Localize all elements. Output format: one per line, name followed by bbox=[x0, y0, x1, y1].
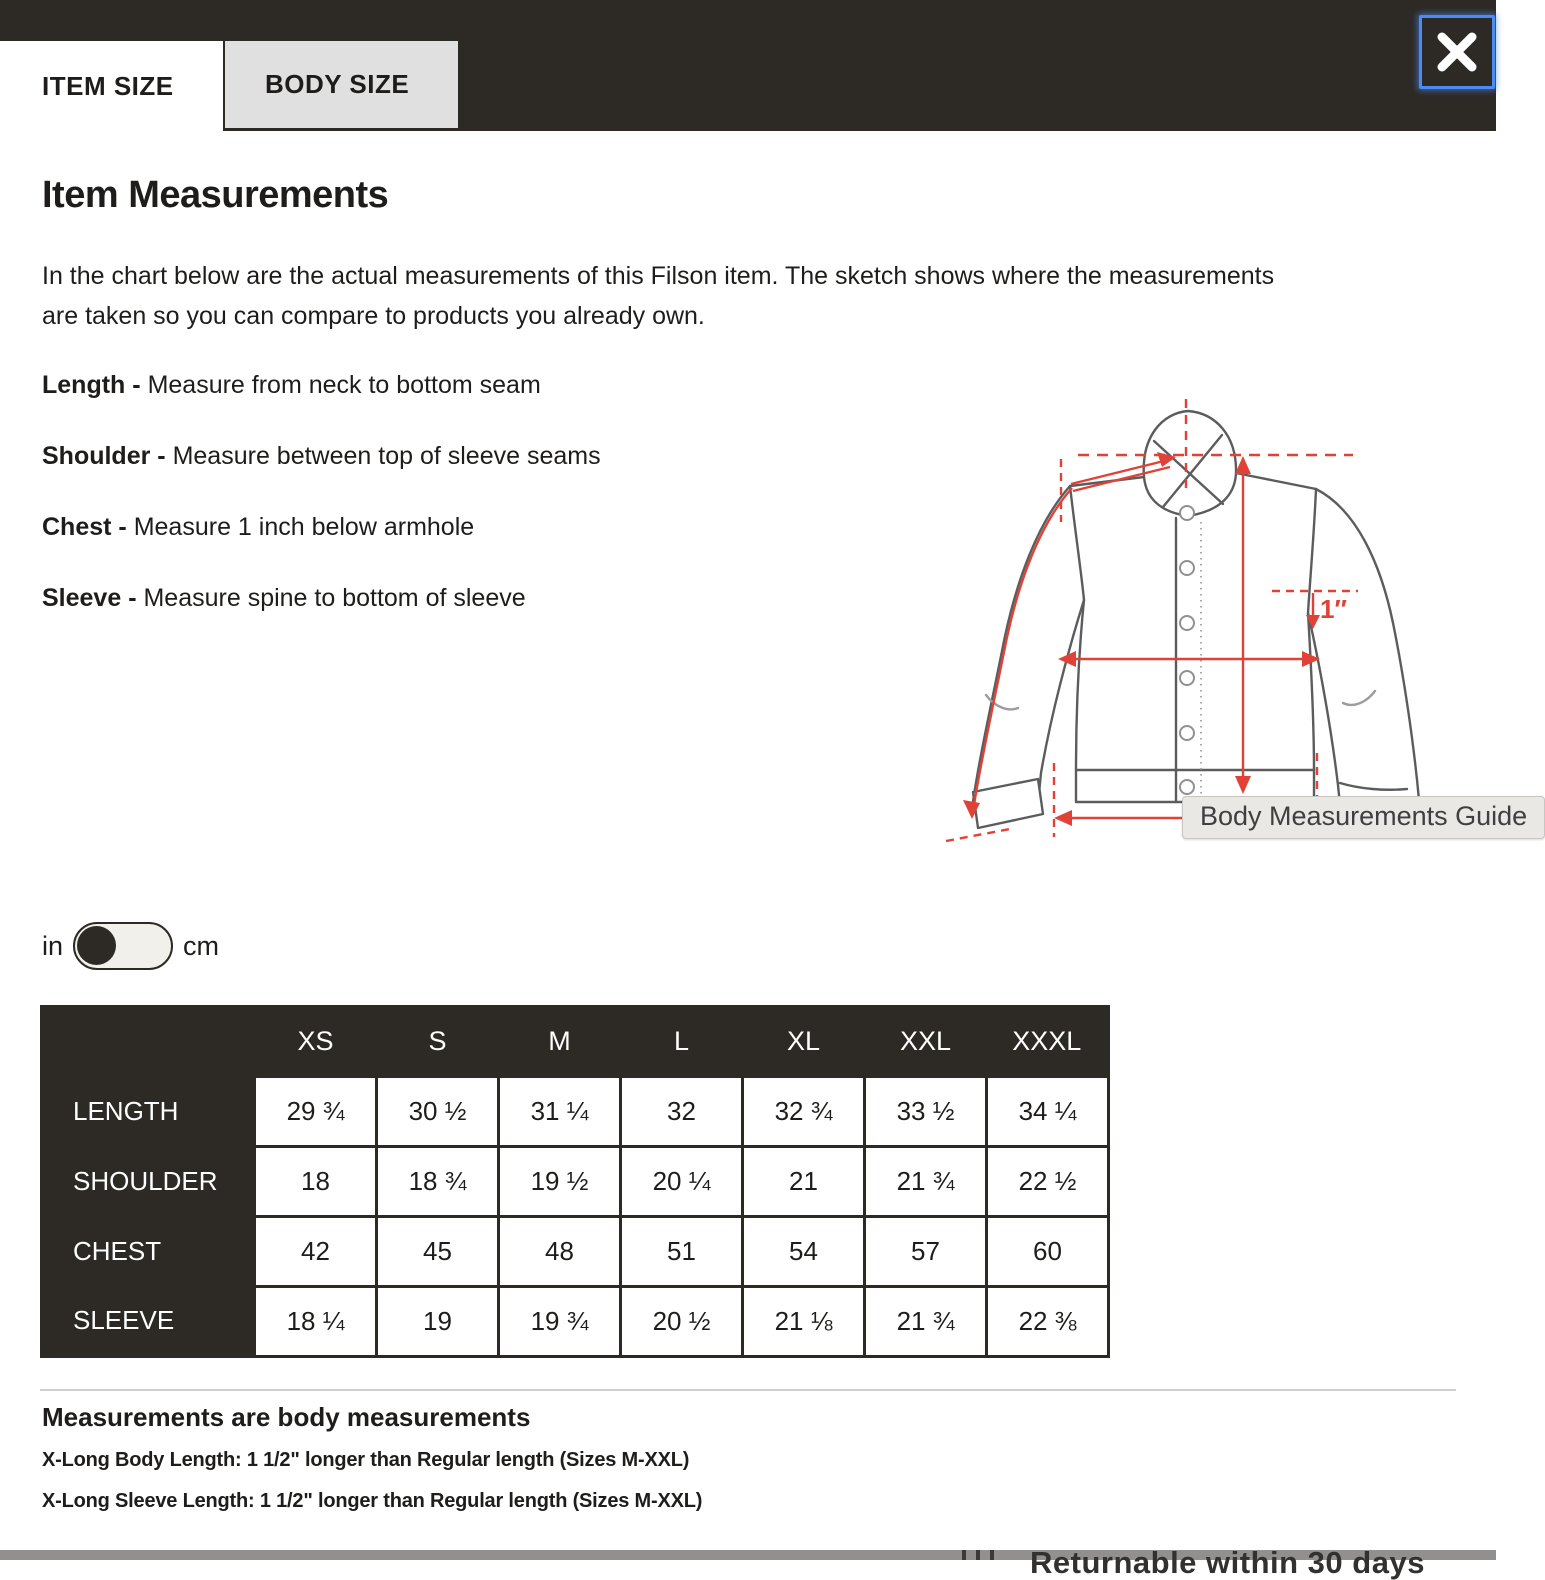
clipped-icon-marks bbox=[976, 1550, 980, 1560]
size-cell: 51 bbox=[621, 1217, 743, 1287]
x-icon bbox=[1434, 29, 1480, 75]
size-cell: 33 ½ bbox=[865, 1077, 987, 1147]
definition-term: Sleeve bbox=[42, 584, 122, 612]
size-cell: 21 bbox=[743, 1147, 865, 1217]
close-button[interactable] bbox=[1419, 15, 1495, 89]
size-cell: 60 bbox=[987, 1217, 1109, 1287]
definition-sleeve bbox=[42, 583, 601, 613]
jacket-outline bbox=[972, 411, 1422, 828]
size-cell: 18 bbox=[255, 1147, 377, 1217]
size-cell: 30 ½ bbox=[377, 1077, 499, 1147]
definition-chest bbox=[42, 512, 601, 542]
footnote-sleeve-length: X-Long Sleeve Length: 1 1/2" longer than Regular length (Sizes M-XXL) bbox=[42, 1490, 703, 1512]
unit-toggle[interactable] bbox=[73, 922, 173, 970]
clipped-icon-marks bbox=[962, 1550, 966, 1560]
intro-text: In the chart below are the actual measurements of this Filson item. The sketch shows where the measurements are taken so you can compare to products you already own. bbox=[42, 262, 1275, 330]
jacket-sketch bbox=[920, 385, 1528, 885]
background-clipped-text: Returnable within 30 days bbox=[1030, 1545, 1425, 1580]
unit-toggle-row bbox=[42, 922, 219, 970]
tab-item-size[interactable] bbox=[0, 41, 223, 131]
definition-separator: - bbox=[118, 513, 127, 541]
definition-description: Measure from neck to bottom seam bbox=[147, 371, 541, 399]
column-header-xl: XL bbox=[786, 1026, 821, 1056]
jacket-buttons bbox=[1180, 506, 1194, 794]
tab-body-size[interactable] bbox=[225, 41, 458, 128]
definition-length bbox=[42, 370, 601, 400]
unit-label-in: in bbox=[42, 930, 64, 961]
size-cell: 32 ¾ bbox=[743, 1077, 865, 1147]
size-cell: 21 ¾ bbox=[865, 1147, 987, 1217]
size-cell: 18 ¾ bbox=[377, 1147, 499, 1217]
definition-term: Shoulder bbox=[42, 442, 151, 470]
size-cell: 32 bbox=[621, 1077, 743, 1147]
background-page-strip bbox=[0, 1545, 1496, 1580]
measurement-definitions bbox=[42, 370, 601, 654]
body-measurements-tooltip: Body Measurements Guide bbox=[1182, 796, 1545, 839]
row-label: LENGTH bbox=[73, 1096, 179, 1126]
size-cell: 21 ¾ bbox=[865, 1287, 987, 1357]
definition-description: Measure 1 inch below armhole bbox=[133, 513, 475, 541]
size-cell: 22 ⅜ bbox=[987, 1287, 1109, 1357]
tab-body-size-label: BODY SIZE bbox=[265, 69, 410, 99]
definition-term: Length bbox=[42, 371, 126, 399]
footnote-heading: Measurements are body measurements bbox=[42, 1402, 531, 1432]
size-cell: 20 ¼ bbox=[621, 1147, 743, 1217]
row-label: SLEEVE bbox=[73, 1305, 175, 1336]
size-cell: 34 ¼ bbox=[987, 1077, 1109, 1147]
column-header-l: L bbox=[673, 1026, 690, 1056]
column-header-xxl: XXL bbox=[899, 1026, 952, 1056]
size-cell: 21 ⅛ bbox=[743, 1287, 865, 1357]
row-label: CHEST bbox=[73, 1236, 162, 1266]
table-row-chest bbox=[42, 1217, 1109, 1287]
clipped-icon-marks bbox=[990, 1550, 994, 1560]
definition-shoulder bbox=[42, 441, 601, 471]
size-cell: 19 ¾ bbox=[499, 1287, 621, 1357]
unit-label-cm: cm bbox=[183, 930, 220, 961]
definition-description: Measure spine to bottom of sleeve bbox=[143, 584, 526, 612]
table-row-length bbox=[42, 1077, 1109, 1147]
definition-separator: - bbox=[128, 584, 137, 612]
definition-description: Measure between top of sleeve seams bbox=[172, 442, 601, 470]
size-cell: 18 ¼ bbox=[255, 1287, 377, 1357]
size-cell: 48 bbox=[499, 1217, 621, 1287]
size-cell: 29 ¾ bbox=[255, 1077, 377, 1147]
one-inch-label: 1″ bbox=[1320, 594, 1347, 624]
size-cell: 19 ½ bbox=[499, 1147, 621, 1217]
column-header-m: M bbox=[548, 1026, 571, 1056]
definition-separator: - bbox=[157, 442, 166, 470]
size-table bbox=[40, 1005, 1110, 1358]
size-cell: 57 bbox=[865, 1217, 987, 1287]
row-label: SHOULDER bbox=[73, 1166, 218, 1196]
size-cell: 31 ¼ bbox=[499, 1077, 621, 1147]
size-cell: 42 bbox=[255, 1217, 377, 1287]
size-table-corner bbox=[42, 1007, 255, 1077]
tab-item-size-label: ITEM SIZE bbox=[42, 70, 174, 101]
size-cell: 19 bbox=[377, 1287, 499, 1357]
definition-term: Chest bbox=[42, 513, 112, 541]
toggle-knob[interactable] bbox=[77, 926, 116, 965]
size-cell: 22 ½ bbox=[987, 1147, 1109, 1217]
size-cell: 45 bbox=[377, 1217, 499, 1287]
column-header-xs: XS bbox=[297, 1026, 334, 1056]
column-header-s: S bbox=[428, 1026, 447, 1056]
size-cell: 54 bbox=[743, 1217, 865, 1287]
size-cell: 20 ½ bbox=[621, 1287, 743, 1357]
footnote-body-length: X-Long Body Length: 1 1/2" longer than Regular length (Sizes M-XXL) bbox=[42, 1449, 690, 1471]
table-row-sleeve bbox=[42, 1287, 1109, 1357]
divider bbox=[40, 1389, 1456, 1391]
column-header-xxxl: XXXL bbox=[1012, 1026, 1082, 1056]
definition-separator: - bbox=[132, 371, 141, 399]
table-row-shoulder bbox=[42, 1147, 1109, 1217]
page-title: Item Measurements bbox=[42, 174, 389, 216]
size-table-header-row bbox=[42, 1007, 1109, 1077]
